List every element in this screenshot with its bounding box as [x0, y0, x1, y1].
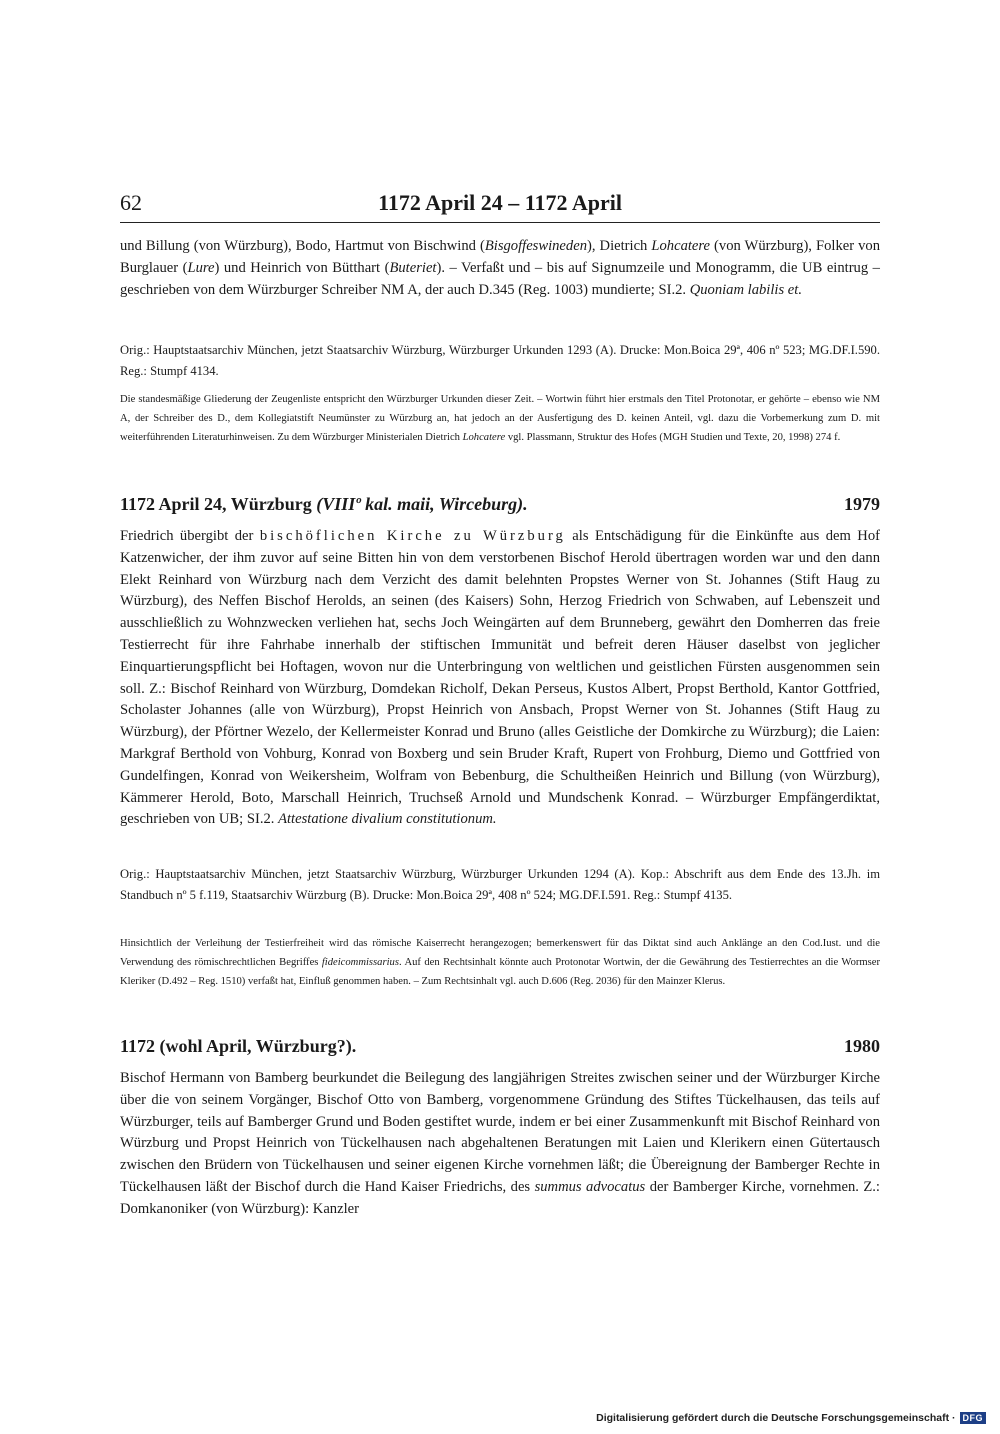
- entry-heading-1980: [120, 1036, 880, 1062]
- entry-body-1979: Friedrich übergibt der bischöflichen Kirche zu Würzburg als Entschädigung für die Einkünfte aus dem Hof Katzenwicher, der ihm zuvor auf seine Bitten hin von dem verstorbenen Bischof Herold übertragen worden war und den dann Elekt Reinhard von Würzburg nach dem Verzicht des damit belehnten Propstes Werner von St. Johannes (Stift Haug zu Würzburg), des Neffen Bischof Herolds, an seinen (des Kaisers) Sohn, Herzog Friedrich von Schwaben, auf Lebenszeit und ausschließlich zu Wohnzwecken verliehen hat, sechs Joch Weingärten auf dem Brunneberg, gewährt den Domherren das freie Testierrecht für ihre Fahrhabe innerhalb der stiftischen Immunität und befreit deren Häuser daselbst von jeglicher Einquartierungspflicht bei Hoftagen, wovon nur die Unterbringung von weltlichen und geistlichen Fürsten ausgenommen sein soll. Z.: Bischof Reinhard von Würzburg, Domdekan Richolf, Dekan Perseus, Kustos Albert, Propst Berthold, Kantor Gottfried, Scholaster Johannes (alle von Würzburg), Propst Heinrich von Ansbach, Propst Werner von St. Johannes (Stift Haug zu Würzburg), der Pförtner Wezelo, der Kellermeister Konrad und Bruno (alles Geistliche der Domkirche zu Würzburg); die Laien: Markgraf Berthold von Vohburg, Konrad von Boxberg und sein Bruder Kraft, Rupert von Frohburg, Diemo und Gottfried von Gundelfingen, Konrad von Weikersheim, Wolfram von Bebenburg, die Schultheißen Heinrich und Billung (von Würzburg), Kämmerer Herold, Boto, Marschall Heinrich, Truchseß Arnold und Mundschenk Konrad. – Würzburger Empfängerdiktat, geschrieben von UB; SI.2. Attestatione divalium constitutionum.: [120, 528, 880, 828]
- page-number: 62: [120, 190, 142, 215]
- archive-reference: Orig.: Hauptstaatsarchiv München, jetzt Staatsarchiv Würzburg, Würzburger Urkunden 1293 (A). Drucke: Mon.Boica 29ª, 406 nº 523; MG.DF.I.590. Reg.: Stumpf 4134.: [120, 343, 880, 378]
- dfg-logo: DFG: [960, 1412, 987, 1424]
- digitization-footer: [596, 1412, 986, 1424]
- entry-date: 1172 (wohl April, Würzburg?).: [120, 1036, 357, 1056]
- page-header: [120, 190, 880, 223]
- entry-number: 1980: [844, 1036, 880, 1056]
- archive-reference-1979: Orig.: Hauptstaatsarchiv München, jetzt Staatsarchiv Würzburg, Würzburger Urkunden 1294 (A). Kop.: Abschrift aus dem Ende des 13.Jh. im Standbuch nº 5 f.119, Staatsarchiv Würzburg (B). Drucke: Mon.Boica 29ª, 408 nº 524; MG.DF.I.591. Reg.: Stumpf 4135.: [120, 867, 880, 902]
- running-title: 1172 April 24 – 1172 April: [378, 190, 622, 215]
- entry-heading-1979: [120, 494, 880, 520]
- footer-text: Digitalisierung gefördert durch die Deutsche Forschungsgemeinschaft ·: [596, 1412, 956, 1424]
- entry-date: 1172 April 24, Würzburg (VIIIº kal. maii, Wirceburg).: [120, 494, 528, 514]
- entry-body-1980: Bischof Hermann von Bamberg beurkundet die Beilegung des langjährigen Streites zwischen seiner und der Würzburger Kirche über die von seinem Vorgänger, Bischof Otto von Bamberg, vorgenommene Gründung des Stiftes Tückelhausen, das teils auf Würzburger, teils auf Bamberger Grund und Boden gestiftet wurde, indem er bei einer Zusammenkunft mit Bischof Reinhard von Würzburg und Propst Heinrich von Tückelhausen nach abgehaltenen Beratungen mit Laien und Klerikern einen Gütertausch zwischen den Brüdern von Tückelhausen und seiner eigenen Kirche vornehmen läßt; die Übereignung der Bamberger Rechte in Tückelhausen läßt der Bischof durch die Hand Kaiser Friedrichs, des summus advocatus der Bamberger Kirche, vornehmen. Z.: Domkanoniker (von Würzburg): Kanzler: [120, 1070, 880, 1217]
- entry-number: 1979: [844, 494, 880, 514]
- commentary-note: Die standesmäßige Gliederung der Zeugenliste entspricht den Würzburger Urkunden dieser Zeit. – Wortwin führt hier erstmals den Titel Protonotar, er gehörte – ebenso wie NM A, der Schreiber des D., dem Kollegiatstift Neumünster zu Würzburg an, hat jedoch an der Ausfertigung des D. keinen Anteil, vgl. dazu die Vorbemerkung zum D. mit weiterführenden Literaturhinweisen. Zu dem Würzburger Ministerialen Dietrich Lohcatere vgl. Plassmann, Struktur des Hofes (MGH Studien und Texte, 20, 1998) 274 f.: [120, 394, 880, 444]
- commentary-note-1979: Hinsichtlich der Verleihung der Testierfreiheit wird das römische Kaiserrecht herangezogen; bemerkenswert für das Diktat sind auch Anklänge an den Cod.Iust. und die Verwendung des römischrechtlichen Begriffes fideicommissarius. Auf den Rechtsinhalt könnte auch Protonotar Wortwin, der die Gewährung des Testierrechtes an die Wormser Kleriker (D.492 – Reg. 1510) verfaßt hat, Einfluß genommen haben. – Zum Rechtsinhalt vgl. auch D.606 (Reg. 2036) für den Mainzer Klerus.: [120, 938, 880, 988]
- continuation-paragraph: und Billung (von Würzburg), Bodo, Hartmut von Bischwind (Bisgoffeswineden), Dietrich Lohcatere (von Würzburg), Folker von Burglauer (Lure) und Heinrich von Bütthart (Buteriet). – Verfaßt und – bis auf Signumzeile und Monogramm, die UB eintrug – geschrieben von dem Würzburger Schreiber NM A, der auch D.345 (Reg. 1003) mundierte; SI.2. Quoniam labilis et.: [120, 238, 880, 298]
